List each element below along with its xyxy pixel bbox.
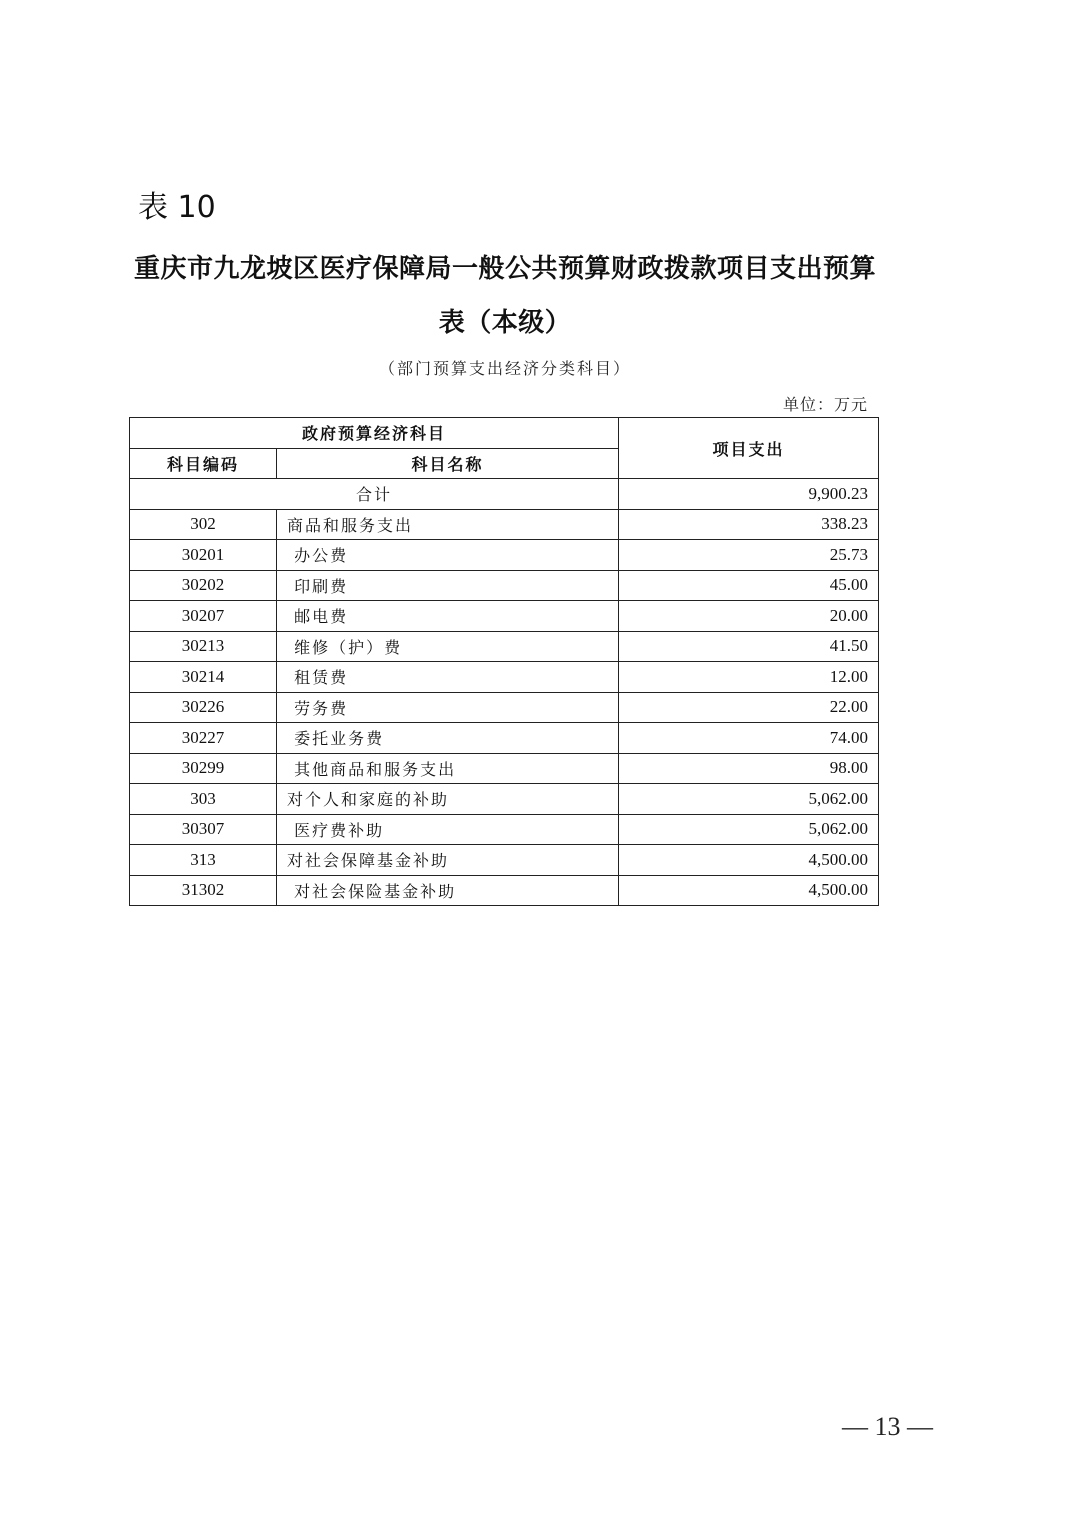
row-name: 对社会保险基金补助 [277, 875, 619, 906]
header-name: 科目名称 [277, 448, 619, 479]
table-row [130, 845, 879, 876]
page-number: — 13 — [842, 1412, 933, 1441]
total-amount: 9,900.23 [619, 479, 879, 510]
row-code: 30207 [130, 601, 277, 632]
row-amount: 45.00 [619, 570, 879, 601]
row-amount: 20.00 [619, 601, 879, 632]
row-name: 对个人和家庭的补助 [277, 784, 619, 815]
row-name: 委托业务费 [277, 723, 619, 754]
row-name: 印刷费 [277, 570, 619, 601]
table-row [130, 814, 879, 845]
row-code: 30214 [130, 662, 277, 693]
header-group: 政府预算经济科目 [130, 418, 619, 449]
header-code: 科目编码 [130, 448, 277, 479]
row-amount: 12.00 [619, 662, 879, 693]
row-code: 31302 [130, 875, 277, 906]
row-code: 313 [130, 845, 277, 876]
row-amount: 74.00 [619, 723, 879, 754]
row-name: 其他商品和服务支出 [277, 753, 619, 784]
total-label: 合计 [130, 479, 619, 510]
subtitle: （部门预算支出经济分类科目） [378, 359, 631, 378]
row-code: 30202 [130, 570, 277, 601]
row-code: 30226 [130, 692, 277, 723]
table-label: 表 10 [138, 190, 216, 225]
row-amount: 338.23 [619, 509, 879, 540]
table-row [130, 784, 879, 815]
table-row [130, 662, 879, 693]
unit-label: 单位：万元 [782, 395, 868, 414]
table-row [130, 601, 879, 632]
table-header-row [130, 418, 879, 449]
header-amount: 项目支出 [619, 418, 879, 479]
table-row [130, 631, 879, 662]
table-row [130, 692, 879, 723]
row-code: 30227 [130, 723, 277, 754]
row-code: 303 [130, 784, 277, 815]
page-title-line-2: 表（本级） [438, 308, 572, 338]
row-amount: 5,062.00 [619, 814, 879, 845]
budget-table [129, 417, 879, 906]
table-row [130, 723, 879, 754]
row-code: 30307 [130, 814, 277, 845]
row-name: 对社会保障基金补助 [277, 845, 619, 876]
row-amount: 41.50 [619, 631, 879, 662]
table-row [130, 570, 879, 601]
row-amount: 22.00 [619, 692, 879, 723]
table-row [130, 540, 879, 571]
row-name: 劳务费 [277, 692, 619, 723]
page-title-line-1: 重庆市九龙坡区医疗保障局一般公共预算财政拨款项目支出预算 [133, 254, 876, 284]
row-name: 办公费 [277, 540, 619, 571]
row-code: 30213 [130, 631, 277, 662]
row-name: 邮电费 [277, 601, 619, 632]
row-amount: 4,500.00 [619, 875, 879, 906]
row-code: 30299 [130, 753, 277, 784]
row-name: 租赁费 [277, 662, 619, 693]
table-row [130, 753, 879, 784]
row-amount: 4,500.00 [619, 845, 879, 876]
row-amount: 25.73 [619, 540, 879, 571]
total-row [130, 479, 879, 510]
row-code: 302 [130, 509, 277, 540]
row-name: 维修（护）费 [277, 631, 619, 662]
row-amount: 98.00 [619, 753, 879, 784]
row-amount: 5,062.00 [619, 784, 879, 815]
row-name: 医疗费补助 [277, 814, 619, 845]
table-body [130, 479, 879, 906]
table-row [130, 875, 879, 906]
row-name: 商品和服务支出 [277, 509, 619, 540]
row-code: 30201 [130, 540, 277, 571]
table-row [130, 509, 879, 540]
